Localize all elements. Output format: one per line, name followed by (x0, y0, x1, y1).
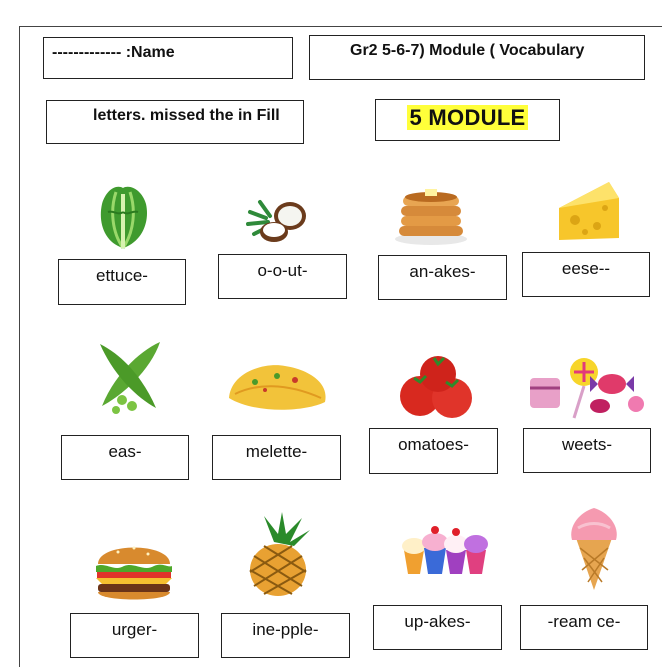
word-box[interactable] (221, 613, 350, 658)
module-title-box (309, 35, 645, 80)
pancakes-image (393, 184, 469, 246)
burger-image (94, 534, 174, 606)
word-box[interactable] (61, 435, 189, 480)
word-text: omatoes- (398, 435, 469, 454)
ice-cream-image (568, 504, 620, 592)
word-text: up-akes- (404, 612, 471, 631)
word-box[interactable] (369, 428, 498, 474)
instruction-box (46, 100, 304, 144)
peas-image (94, 336, 166, 416)
cheese-image (555, 178, 623, 246)
lettuce-image (94, 182, 152, 250)
word-text: o-o-ut- (257, 261, 308, 280)
word-text: eese-- (561, 259, 611, 278)
omelette-image (225, 354, 331, 418)
word-box[interactable] (218, 254, 347, 299)
word-box[interactable] (373, 605, 502, 650)
word-box[interactable] (212, 435, 341, 480)
cupcakes-image (400, 520, 488, 576)
word-box[interactable] (522, 252, 650, 297)
sweets-image (528, 354, 648, 422)
module-badge: 5 MODULE (409, 105, 526, 130)
word-box[interactable] (520, 605, 648, 650)
module-badge-box (375, 99, 560, 141)
coconut-image (246, 188, 308, 246)
word-text: -ream ce- (547, 612, 621, 631)
word-box[interactable] (378, 255, 507, 300)
word-text: urger- (111, 620, 158, 639)
word-text: an-akes- (409, 262, 476, 281)
name-field[interactable] (43, 37, 293, 79)
instruction-text: letters. missed the in Fill (93, 107, 280, 124)
word-box[interactable] (58, 259, 186, 305)
word-box[interactable] (523, 428, 651, 473)
word-text: ine-pple- (252, 620, 319, 639)
pineapple-image (244, 512, 318, 598)
word-text: ettuce- (96, 266, 148, 285)
word-box[interactable] (70, 613, 199, 658)
tomatoes-image (394, 352, 480, 420)
word-text: eas- (108, 442, 142, 461)
word-text: weets- (561, 435, 613, 454)
module-title: Gr2 5-6-7) Module ( Vocabulary (350, 42, 585, 59)
word-text: melette- (245, 442, 308, 461)
name-label: ------------- :Name (52, 44, 175, 61)
